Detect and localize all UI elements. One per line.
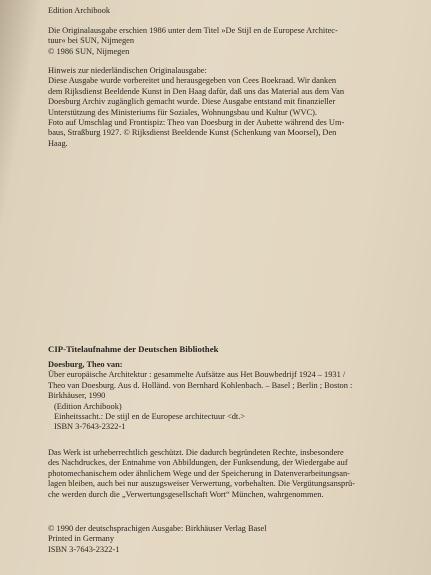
series-name: Edition Archibook (48, 6, 111, 15)
text-line: Das Werk ist urheberrechtlich geschützt. Die dadurch begründeten Rechte, insbesondere (48, 448, 344, 457)
text-line: lagen bleiben, auch bei nur auszugsweiser Verwertung, vorbehalten. Die Vergütungsansprü- (48, 479, 355, 489)
cip-heading: CIP-Titelaufnahme der Deutschen Bibliothek (48, 344, 219, 354)
copyright-notice (48, 448, 426, 500)
text-line: (Edition Archibook) (54, 401, 122, 411)
text-line: © 1990 der deutschsprachigen Ausgabe: Birkhäuser Verlag Basel (48, 524, 267, 533)
text-line: des Nachdruckes, der Entnahme von Abbildungen, der Funksendung, der Wiedergabe auf (48, 458, 348, 468)
text-line: Printed in Germany (48, 534, 115, 544)
cip-record (48, 360, 426, 433)
cip-heading-block (48, 344, 426, 354)
text-line: photomechanischem oder ähnlichem Wege und der Speicherung in Datenverarbeitungsan- (48, 468, 350, 478)
text-line: Haag. (48, 138, 68, 148)
edition-imprint (48, 524, 426, 555)
text-line: Theo van Doesburg. Aus d. Holländ. von Bernhard Kohlenbach. – Basel ; Berlin ; Boston : (48, 380, 353, 390)
isbn: ISBN 3-7643-2322-1 (48, 544, 120, 554)
text-line: Foto auf Umschlag und Frontispiz: Theo van Doesburg in der Aubette während des Um- (48, 118, 345, 128)
text-line: Hinweis zur niederländischen Originalausgabe: (48, 66, 207, 75)
cip-author: Doesburg, Theo van: (48, 360, 123, 369)
text-line: Einheitssacht.: De stijl en de Europese architectuur <dt.> (54, 412, 246, 422)
text-line: Diese Ausgabe wurde vorbereitet und herausgegeben von Cees Boekraad. Wir danken (48, 76, 337, 86)
original-edition-note (48, 26, 426, 57)
text-line: Doesburg Archiv zugänglich gemacht wurde. Diese Ausgabe entstand mit finanzieller (48, 97, 336, 107)
text-line: baus, Straßburg 1927. © Rijksdienst Beeldende Kunst (Schenkung van Moorsel), Den (48, 128, 337, 138)
text-line: © 1986 SUN, Nijmegen (48, 46, 130, 56)
text-line: Birkhäuser, 1990 (48, 391, 106, 401)
publisher-series (48, 6, 426, 16)
text-line: che werden durch die „Verwertungsgesellschaft Wort“ München, wahrgenommen. (48, 489, 324, 499)
text-line: Über europäische Architektur : gesammelte Aufsätze aus Het Bouwbedrijf 1924 – 1931 / (48, 370, 346, 380)
dutch-edition-note (48, 66, 426, 149)
text-line: Unterstützung des Ministeriums für Soziales, Wohnungsbau und Kultur (WVC). (48, 107, 317, 117)
cip-isbn: ISBN 3-7643-2322-1 (54, 422, 126, 432)
text-line: Die Originalausgabe erschien 1986 unter dem Titel »De Stijl en de Europese Architec- (48, 26, 338, 35)
text-line: dem Rijksdienst Beeldende Kunst in Den Haag dafür, daß uns das Material aus dem Van (48, 86, 345, 96)
text-line: tuur« bei SUN, Nijmegen (48, 36, 135, 46)
